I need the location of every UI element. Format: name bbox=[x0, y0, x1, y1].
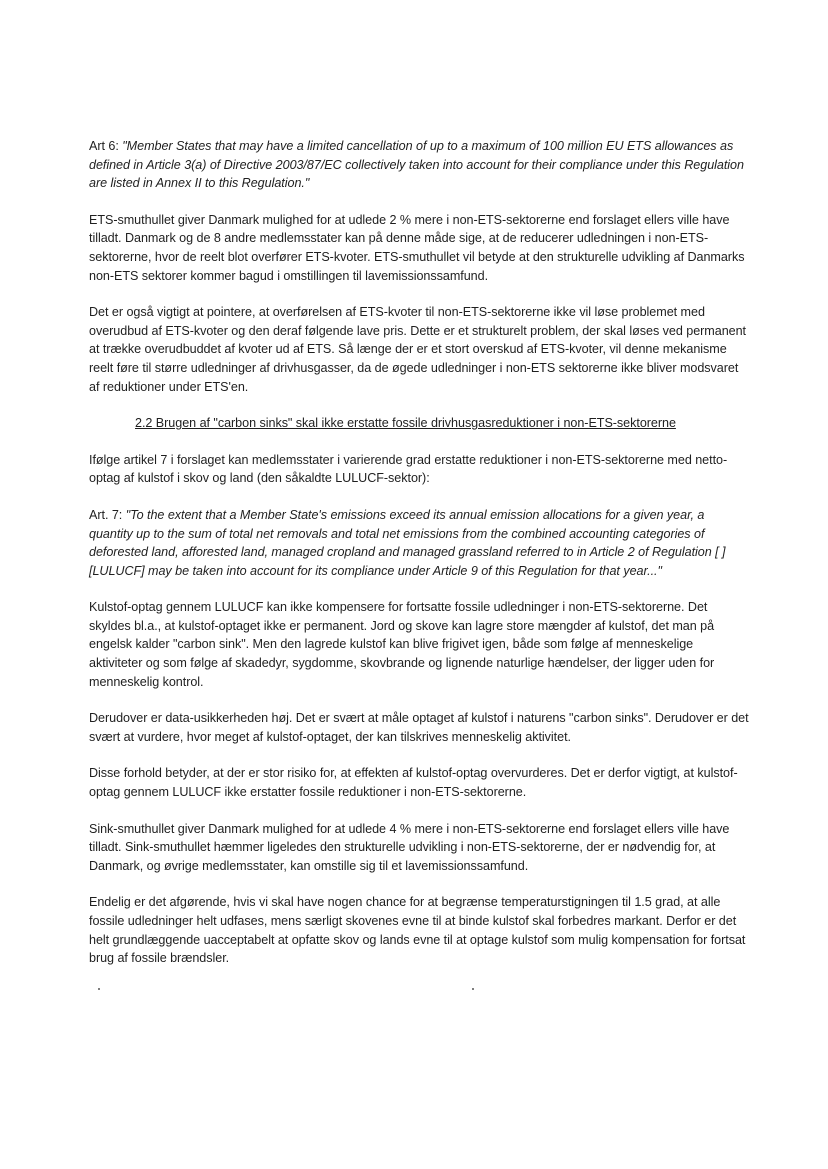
art7-paragraph bbox=[89, 506, 749, 580]
transfer-paragraph: Det er også vigtigt at pointere, at overførelsen af ETS-kvoter til non-ETS-sektorerne ikke vil løse problemet med overudbud af ETS-kvoter og den deraf følgende lave pris. Dette er et strukturelt problem, der skal løses ved permanent at trække overudbuddet af kvoter ud af ETS. Så længe der er et stort overskud af ETS-kvoter, vil denne mekanisme reelt føre til større udledninger af drivhusgasser, da de øgede udledninger i non-ETS sektorerne ikke bliver modsvaret af reduktioner under ETS'en. bbox=[89, 305, 747, 394]
scan-speck bbox=[98, 988, 100, 990]
conclusion-paragraph: Endelig er det afgørende, hvis vi skal have nogen chance for at begrænse temperaturstigningen til 1.5 grad, at alle fossile udledninger helt udfases, mens særligt skovenes evne til at binde kulstof skal forbedres markant. Derfor er det helt grundlæggende uacceptabelt at opfatte skov og lands evne til at optage kulstof som mulig kompensation for fortsat brug af fossile brændsler. bbox=[89, 895, 746, 966]
article7-intro-paragraph: Ifølge artikel 7 i forslaget kan medlemsstater i varierende grad erstatte reduktioner i non-ETS-sektorerne med netto-optag af kulstof i skov og land (den såkaldte LULUCF-sektor): bbox=[89, 452, 728, 486]
art6-paragraph bbox=[89, 137, 749, 193]
art7-quote: "To the extent that a Member State's emissions exceed its annual emission allocations for a given year, a quantity up to the sum of total net removals and total net emissions from the combined accounting categories of deforested land, afforested land, managed cropland and managed grassland referred to in Article 2 of Regulation [ ] [LULUCF] may be taken into account for its compliance under Article 9 of this Regulation for that year..." bbox=[89, 507, 726, 578]
risk-paragraph: Disse forhold betyder, at der er stor risiko for, at effekten af kulstof-optag overvurderes. Det er derfor vigtigt, at kulstof-optag gennem LULUCF ikke erstatter fossile reduktioner i non-ETS-sektorerne. bbox=[89, 766, 738, 800]
art6-label: Art 6: bbox=[89, 139, 123, 153]
art6-quote: "Member States that may have a limited cancellation of up to a maximum of 100 million EU ETS allowances as defined in Article 3(a) of Directive 2003/87/EC collectively taken into account for their compliance under this Regulation are listed in Annex II to this Regulation." bbox=[89, 139, 744, 191]
scan-speck bbox=[472, 988, 474, 990]
sink-loophole-paragraph: Sink-smuthullet giver Danmark mulighed for at udlede 4 % mere i non-ETS-sektorerne end forslaget ellers ville have tilladt. Sink-smuthullet hæmmer ligeledes den strukturelle udvikling i non-ETS-sektorerne, der er nødvendig for, at Danmark, og øvrige medlemsstater, kan omstille sig til et lavemissionssamfund. bbox=[89, 821, 730, 873]
ets-loophole-paragraph: ETS-smuthullet giver Danmark mulighed for at udlede 2 % mere i non-ETS-sektorerne end forslaget ellers ville have tilladt. Danmark og de 8 andre medlemsstater kan på denne måde sige, at de reducerer udledningen i non-ETS-sektorerne, hvor de reelt blot overfører ETS-kvoter. ETS-smuthullet vil betyde at den strukturelle udvikling af Danmarks non-ETS sektorer kommer bagud i omstillingen til lavemissionssamfund. bbox=[89, 212, 745, 283]
lulucf-paragraph: Kulstof-optag gennem LULUCF kan ikke kompensere for fortsatte fossile udledninger i non-ETS-sektorerne. Det skyldes bl.a., at kulstof-optaget ikke er permanent. Jord og skove kan lagre store mængder af kulstof, det man på engelsk kalder "carbon sink". Men den lagrede kulstof kan blive frigivet igen, både som følge af menneskelige aktiviteter og som følge af skadedyr, sygdomme, skovbrande og lignende naturlige hændelser, der ligger uden for menneskelig kontrol. bbox=[89, 600, 715, 689]
document-body bbox=[89, 137, 749, 986]
uncertainty-paragraph: Derudover er data-usikkerheden høj. Det er svært at måle optaget af kulstof i naturens "carbon sinks". Derudover er det svært at vurdere, hvor meget af kulstof-optaget, der kan tilskrives menneskelig aktivitet. bbox=[89, 711, 749, 744]
art7-label: Art. 7: bbox=[89, 507, 126, 522]
section-heading-2-2: 2.2 Brugen af "carbon sinks" skal ikke erstatte fossile drivhusgasreduktioner i non-ETS-sektorerne bbox=[135, 416, 676, 431]
